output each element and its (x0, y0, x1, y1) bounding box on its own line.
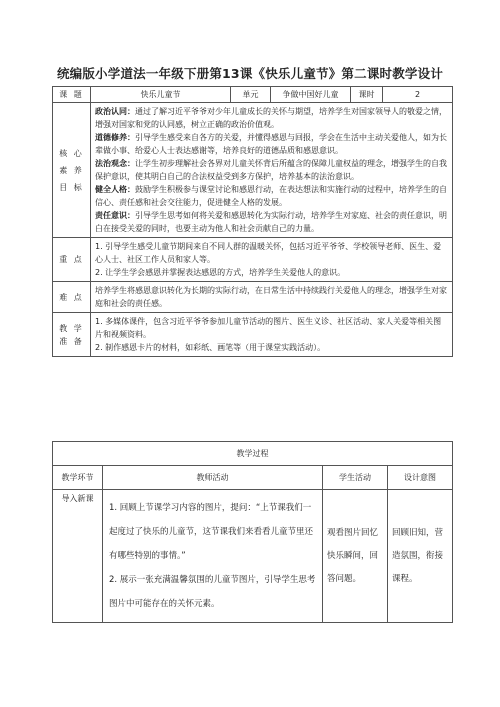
header-row (53, 87, 453, 103)
teacher-activity-line: 1. 回顾上节课学习内容的图片，提问：“上节课我们一起度过了快乐的儿童节，这节课我们来看看儿童节里还有哪些特别的事情。” (109, 503, 314, 561)
period-label: 课时 (351, 87, 383, 103)
objective-tag: 法治观念： (95, 159, 135, 168)
objective-item (95, 209, 448, 235)
objectives-label-line: 目 标 (59, 182, 84, 192)
process-row-intro (53, 490, 453, 623)
preparation-line: 2. 制作感恩卡片的材料，如彩纸、画笔等（用于课堂实践活动）。 (95, 343, 326, 352)
objective-item (95, 183, 448, 209)
key-points-row (53, 238, 453, 282)
difficult-points-content: 培养学生将感恩意识转化为长期的实际行动，在日常生活中持续践行关爱他人的理念，增强学生对家庭和社会的责任感。 (91, 282, 453, 313)
difficult-points-row (53, 282, 453, 313)
objective-text: 鼓励学生积极参与课堂讨论和感恩行动，在表达想法和实施行动的过程中，培养学生的自信心、责任感和社会交往能力，促进健全人格的发展。 (95, 185, 447, 207)
objective-text: 通过了解习近平爷爷对少年儿童成长的关怀与期望，培养学生对国家领导人的敬爱之情，增强对国家和党的认同感，树立正确的政治价值观。 (95, 107, 447, 129)
objective-tag: 政治认同： (95, 107, 135, 116)
preparation-row (53, 313, 453, 357)
process-heading-row (53, 442, 453, 466)
objectives-label-line: 核 心 (59, 148, 84, 158)
page-title: 统编版小学道法一年级下册第13课《快乐儿童节》第二课时教学设计 (56, 66, 444, 81)
lesson-info-table (52, 86, 453, 357)
process-columns-row (53, 466, 453, 490)
key-point-line: 1. 引导学生感受儿童节期间来自不同人群的温暖关怀，包括习近平爷爷、学校领导老师、医生、爱心人士、社区工作人员和家人等。 (95, 242, 442, 264)
key-points-label: 重 点 (53, 238, 91, 282)
objective-item (95, 157, 448, 183)
objective-item (95, 105, 448, 131)
objectives-label-line: 素 养 (59, 165, 84, 175)
objective-tag: 健全人格： (95, 185, 135, 194)
process-heading: 教学过程 (53, 442, 453, 466)
difficult-points-label: 难 点 (53, 282, 91, 313)
teaching-process-table (52, 441, 453, 623)
preparation-label-line: 准 备 (59, 336, 84, 346)
teacher-activity-cell (103, 490, 323, 623)
objective-tag: 责任意识： (95, 211, 135, 220)
unit-label: 单元 (231, 87, 271, 103)
column-header: 教师活动 (103, 466, 323, 490)
design-intent-cell: 回顾旧知，营造氛围，衔接课程。 (388, 490, 453, 623)
preparation-label-line: 教 学 (59, 323, 84, 333)
key-point-line: 2. 让学生学会感恩并掌握表达感恩的方式，培养学生关爱他人的意识。 (95, 268, 346, 277)
period-value: 2 (383, 87, 453, 103)
key-points-content (91, 238, 453, 282)
teacher-activity-line: 2. 展示一张充满温馨氛围的儿童节图片，引导学生思考图片中可能存在的关怀元素。 (109, 575, 316, 609)
objectives-row (53, 103, 453, 238)
column-header: 教学环节 (53, 466, 103, 490)
student-activity-cell: 观看图片回忆快乐瞬间，回答问题。 (323, 490, 388, 623)
preparation-line: 1. 多媒体课件，包含习近平爷爷参加儿童节活动的图片、医生义诊、社区活动、家人关爱等相关图片和视频资料。 (95, 317, 442, 339)
objectives-label (53, 103, 91, 238)
objective-text: 引导学生思考如何将关爱和感恩转化为实际行动，培养学生对家庭、社会的责任意识，明白在接受关爱的同时，也要主动为他人和社会贡献自己的力量。 (95, 211, 447, 233)
column-header: 学生活动 (323, 466, 388, 490)
objective-text: 让学生初步理解社会各界对儿童关怀背后所蕴含的保障儿童权益的理念，增强学生的自我保护意识，使其明白自己的合法权益受到多方保护，培养基本的法治意识。 (95, 159, 447, 181)
objective-text: 引导学生感受来自各方的关爱，并懂得感恩与回报，学会在生活中主动关爱他人，如为长辈做小事、给爱心人士表达感谢等，培养良好的道德品质和感恩意识。 (95, 133, 447, 155)
lesson-label: 课 题 (53, 87, 91, 103)
preparation-content (91, 313, 453, 357)
preparation-label (53, 313, 91, 357)
column-header: 设计意图 (388, 466, 453, 490)
objectives-content (91, 103, 453, 238)
objective-tag: 道德修养： (95, 133, 135, 142)
unit-name: 争做中国好儿童 (271, 87, 351, 103)
objective-item (95, 131, 448, 157)
lesson-name: 快乐儿童节 (91, 87, 231, 103)
stage-cell: 导入新课 (53, 490, 103, 623)
